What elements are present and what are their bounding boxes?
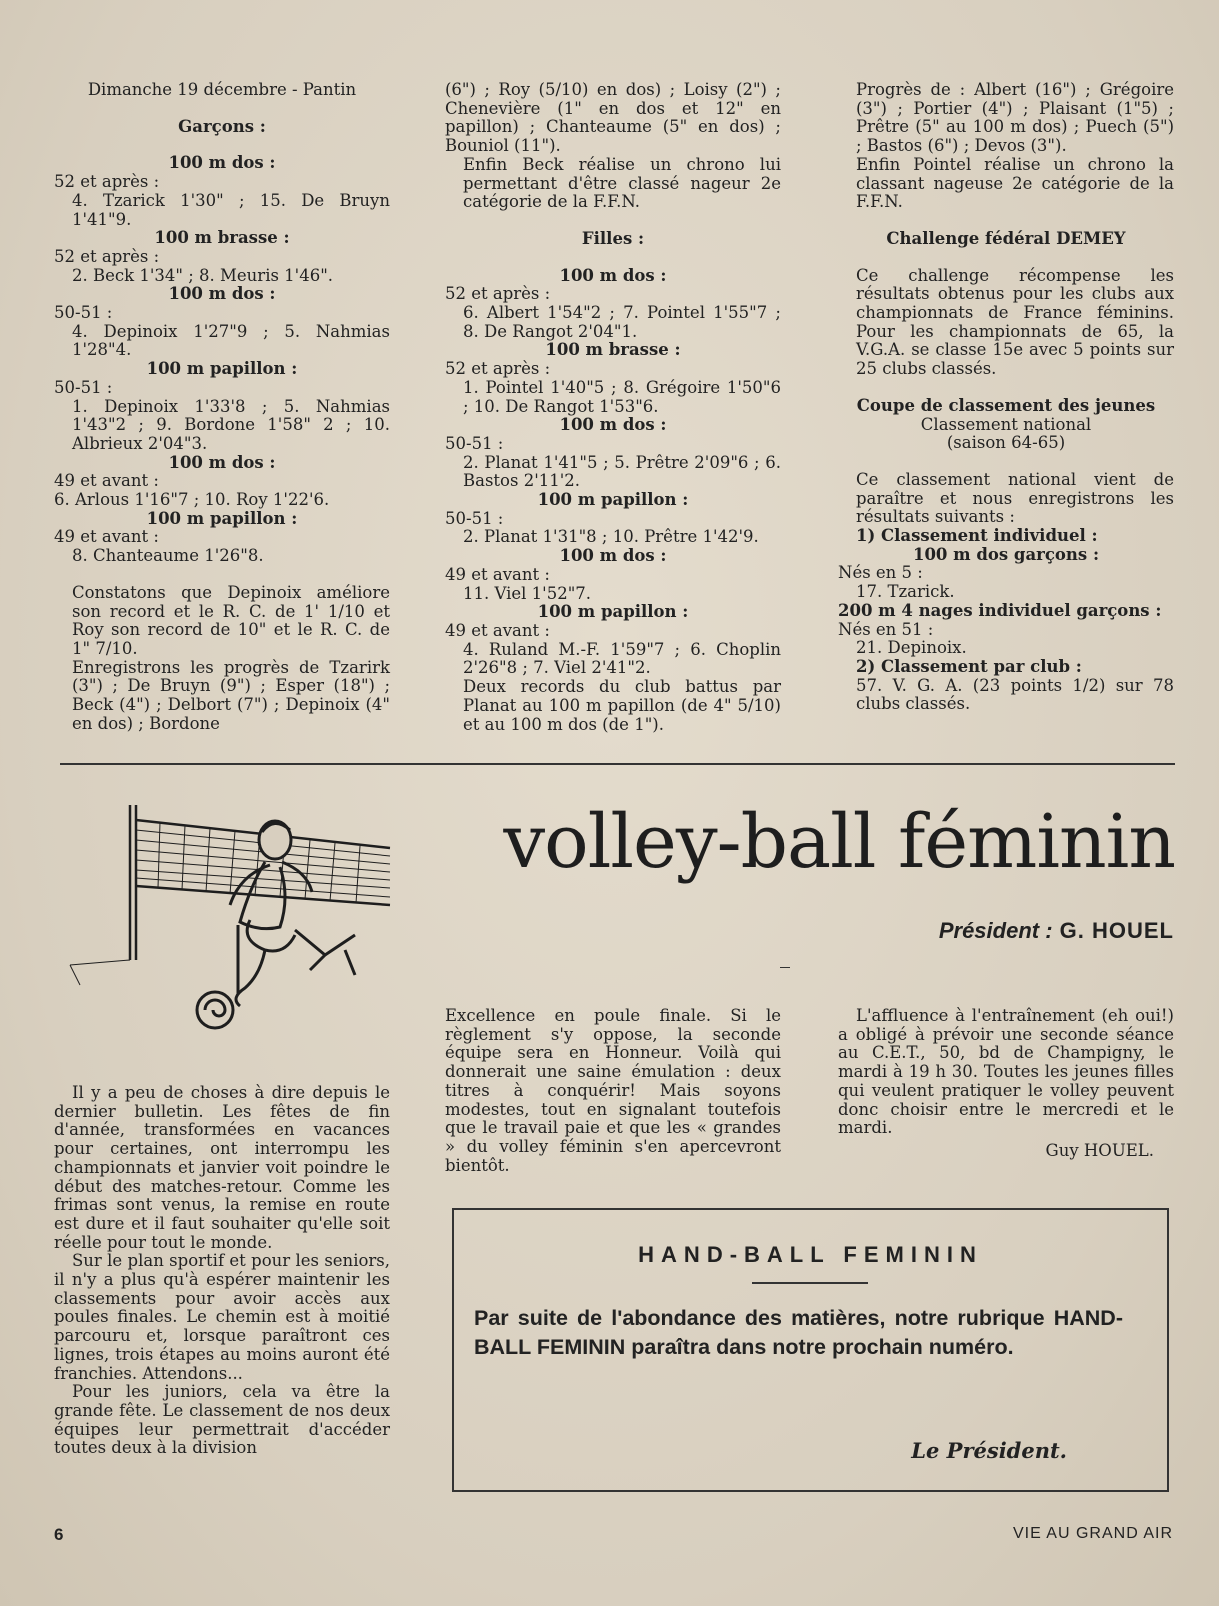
- col3-line: Progrès de : Albert (16") ; Grégoire (3") ; Portier (4") ; Plaisant (1"5) ; Prêtre (5" au 100 m dos) ; Puech (5") ; Bastos (6") ; Devos (3").: [856, 80, 1174, 156]
- col1-line: Enregistrons les progrès de Tzarirk (3") ; De Bruyn (9") ; Esper (18") ; Beck (4") ; Delbort (7") ; Depinoix (4" en dos) ; Bordone: [72, 657, 390, 733]
- spacer: [838, 249, 1174, 267]
- col1-line: 8. Chanteaume 1'26"8.: [72, 546, 264, 566]
- col2-line: Deux records du club battus par Planat au 100 m papillon (de 4" 5/10) et au 100 m dos (de 1").: [463, 677, 781, 734]
- col2-line: 50-51 :: [445, 433, 504, 453]
- volley-column-3: [838, 1007, 1174, 1161]
- col2-line: 100 m papillon :: [537, 490, 689, 510]
- col2-line: 49 et avant :: [445, 620, 550, 640]
- col1-line: 52 et après :: [54, 172, 160, 192]
- col3-line: Ce classement national vient de paraître et nous enregistrons les résultats suivants :: [856, 469, 1174, 527]
- col1-line: Constatons que Depinoix améliore son record et le R. C. de 1' 1/10 et Roy son record de 10" et le R. C. de 1" 7/10.: [72, 582, 390, 658]
- col3-line: 200 m 4 nages individuel garçons :: [838, 600, 1162, 620]
- col1-line: 50-51 :: [54, 303, 113, 323]
- volley-col1-paragraph: Il y a peu de choses à dire depuis le dernier bulletin. Les fêtes de fin d'année, transformées en vacances pour certaines, ont interrompu les championnats et janvier voit poindre le début des matches-retour. Comme les frimas sont venus, la remise en route est dure et il faut souhaiter qu'elle soit réelle pour tout le monde.: [54, 1083, 390, 1252]
- col2-line: 52 et après :: [445, 359, 551, 379]
- col1-line: 100 m brasse :: [154, 228, 290, 248]
- president-name: G. HOUEL: [1059, 918, 1174, 943]
- col2-line: 49 et avant :: [445, 564, 550, 584]
- volley-column-1: [54, 1084, 390, 1458]
- handball-signature: Le Président.: [911, 1438, 1067, 1463]
- volleyball-section-title: volley-ball féminin: [503, 799, 1175, 885]
- volley-signature: Guy HOUEL.: [1045, 1140, 1154, 1160]
- volley-col3-text: L'affluence à l'entraînement (eh oui!) a obligé à prévoir une seconde séance au C.E.T., 50, bd de Champigny, le mardi à 19 h 30. Toutes les jeunes filles qui veulent pratiquer le volley peuvent donc choisir entre le mercredi et le mardi.: [838, 1006, 1174, 1138]
- magazine-name: VIE AU GRAND AIR: [1012, 1525, 1173, 1542]
- col3-line: 21. Depinoix.: [856, 638, 967, 658]
- handball-notice-box: [452, 1208, 1169, 1492]
- col3-line: Enfin Pointel réalise un chrono la classant nageuse 2e catégorie de la F.F.N.: [856, 154, 1174, 212]
- volley-column-2: [445, 1007, 781, 1175]
- col2-line: 11. Viel 1'52"7.: [463, 583, 592, 603]
- col1-line: 49 et avant :: [54, 527, 159, 547]
- col2-line: 2. Planat 1'41"5 ; 5. Prêtre 2'09"6 ; 6. Bastos 2'11'2.: [463, 452, 781, 491]
- spacer: [54, 100, 390, 118]
- col3-line: Challenge fédéral DEMEY: [886, 228, 1126, 248]
- volleyball-player-illustration: [60, 800, 400, 1050]
- col2-line: 6. Albert 1'54"2 ; 7. Pointel 1'55"7 ; 8. De Rangot 2'04"1.: [463, 303, 781, 341]
- col1-line: 100 m dos :: [168, 153, 276, 173]
- spacer: [838, 379, 1174, 397]
- handball-title: HAND-BALL FEMININ: [638, 1242, 983, 1267]
- spacer: [445, 212, 781, 230]
- short-dash: [780, 967, 790, 968]
- col2-line: 100 m brasse :: [545, 340, 681, 360]
- spacer: [838, 453, 1174, 471]
- col3-line: Ce challenge récompense les résultats obtenus pour les clubs aux championnats de France féminins. Pour les championnats de 65, la V.G.A. se classe 15e avec 5 points sur 25 clubs classés.: [856, 265, 1174, 379]
- president-label: Président :: [938, 918, 1053, 943]
- volley-col1-paragraph: Pour les juniors, cela va être la grande fête. Le classement de nos deux équipes leur permettrait d'accéder toutes deux à la division: [54, 1382, 390, 1458]
- col2-line: (6") ; Roy (5/10) en dos) ; Loisy (2") ; Chenevière (1" en dos et 12" en papillon) ; Chanteaume (5" en dos) ; Bouniol (11").: [445, 80, 781, 156]
- spacer: [54, 136, 390, 154]
- col2-line: 100 m dos :: [559, 546, 667, 566]
- col2-line: Filles :: [581, 228, 645, 248]
- spacer: [445, 249, 781, 267]
- col2-line: 1. Pointel 1'40"5 ; 8. Grégoire 1'50"6 ; 10. De Rangot 1'53"6.: [463, 377, 781, 416]
- swim-column-3: [838, 81, 1174, 714]
- col2-line: 100 m papillon :: [537, 602, 689, 622]
- col3-line: Nés en 5 :: [838, 563, 923, 583]
- col2-line: 2. Planat 1'31"8 ; 10. Prêtre 1'42'9.: [463, 527, 759, 547]
- col1-line: 100 m dos :: [168, 284, 276, 304]
- col1-line: 100 m papillon :: [146, 508, 298, 528]
- col1-line: 50-51 :: [54, 377, 113, 397]
- spacer: [54, 566, 390, 584]
- col1-line: Dimanche 19 décembre - Pantin: [87, 80, 357, 99]
- volley-col1-paragraph: Sur le plan sportif et pour les seniors, il n'y a plus qu'à espérer maintenir les classements pour avoir accès aux poules finales. Le chemin est à moitié parcouru et, lorsque paraîtront ces lignes, trois étapes au moins auront été franchies. Attendons...: [54, 1251, 390, 1383]
- col1-line: 100 m dos :: [168, 452, 276, 472]
- handball-text: Par suite de l'abondance des matières, notre rubrique HAND-BALL FEMININ paraîtra dans notre prochain numéro.: [474, 1306, 1123, 1359]
- col2-line: 100 m dos :: [559, 265, 667, 285]
- col1-line: 4. Tzarick 1'30" ; 15. De Bruyn 1'41"9.: [72, 190, 390, 229]
- col2-line: 4. Ruland M.-F. 1'59"7 ; 6. Choplin 2'26"8 ; 7. Viel 2'41"2.: [463, 639, 781, 678]
- col3-line: 17. Tzarick.: [856, 582, 955, 602]
- col3-line: (saison 64-65): [946, 433, 1066, 453]
- section-divider: [60, 763, 1175, 765]
- col1-line: Garçons :: [178, 116, 266, 136]
- col3-line: 1) Classement individuel :: [856, 526, 1098, 546]
- spacer: [838, 212, 1174, 230]
- col3-line: Nés en 51 :: [838, 619, 934, 639]
- volley-col2-text: Excellence en poule finale. Si le règlement s'y oppose, la seconde équipe sera en Honneur. Voilà qui donnerait une saine émulation : deux titres à conquérir! Mais soyons modestes, tout en signalant toutefois que le travail paie et que les « grandes » du volley féminin s'en apercevront bientôt.: [445, 1006, 781, 1175]
- handball-title-rule: [752, 1282, 868, 1284]
- page-number: 6: [54, 1525, 64, 1544]
- col1-line: 49 et avant :: [54, 471, 159, 491]
- col1-line: 1. Depinoix 1'33'8 ; 5. Nahmias 1'43"2 ; 9. Bordone 1'58" 2 ; 10. Albrieux 2'04"3.: [72, 396, 390, 453]
- swim-column-1: [54, 81, 390, 734]
- col2-line: Enfin Beck réalise un chrono lui permettant d'être classé nageur 2e catégorie de la F.F.N.: [463, 154, 781, 212]
- col2-line: 52 et après :: [445, 284, 551, 304]
- col2-line: 50-51 :: [445, 508, 504, 528]
- col1-line: 52 et après :: [54, 246, 160, 266]
- volleyball-president: [939, 918, 1174, 944]
- col2-line: 100 m dos :: [559, 415, 667, 435]
- col1-line: 100 m papillon :: [146, 359, 298, 379]
- col3-line: 57. V. G. A. (23 points 1/2) sur 78 clubs classés.: [856, 675, 1174, 714]
- col3-line: 100 m dos garçons :: [912, 544, 1100, 564]
- col1-line: 4. Depinoix 1'27"9 ; 5. Nahmias 1'28"4.: [72, 321, 390, 360]
- col1-line: 6. Arlous 1'16"7 ; 10. Roy 1'22'6.: [54, 490, 330, 510]
- swim-column-2: [445, 81, 781, 734]
- col1-line: 2. Beck 1'34" ; 8. Meuris 1'46".: [72, 265, 334, 285]
- col3-line: Classement national: [920, 414, 1092, 434]
- col3-line: 2) Classement par club :: [856, 656, 1082, 676]
- col3-line: Coupe de classement des jeunes: [856, 395, 1156, 415]
